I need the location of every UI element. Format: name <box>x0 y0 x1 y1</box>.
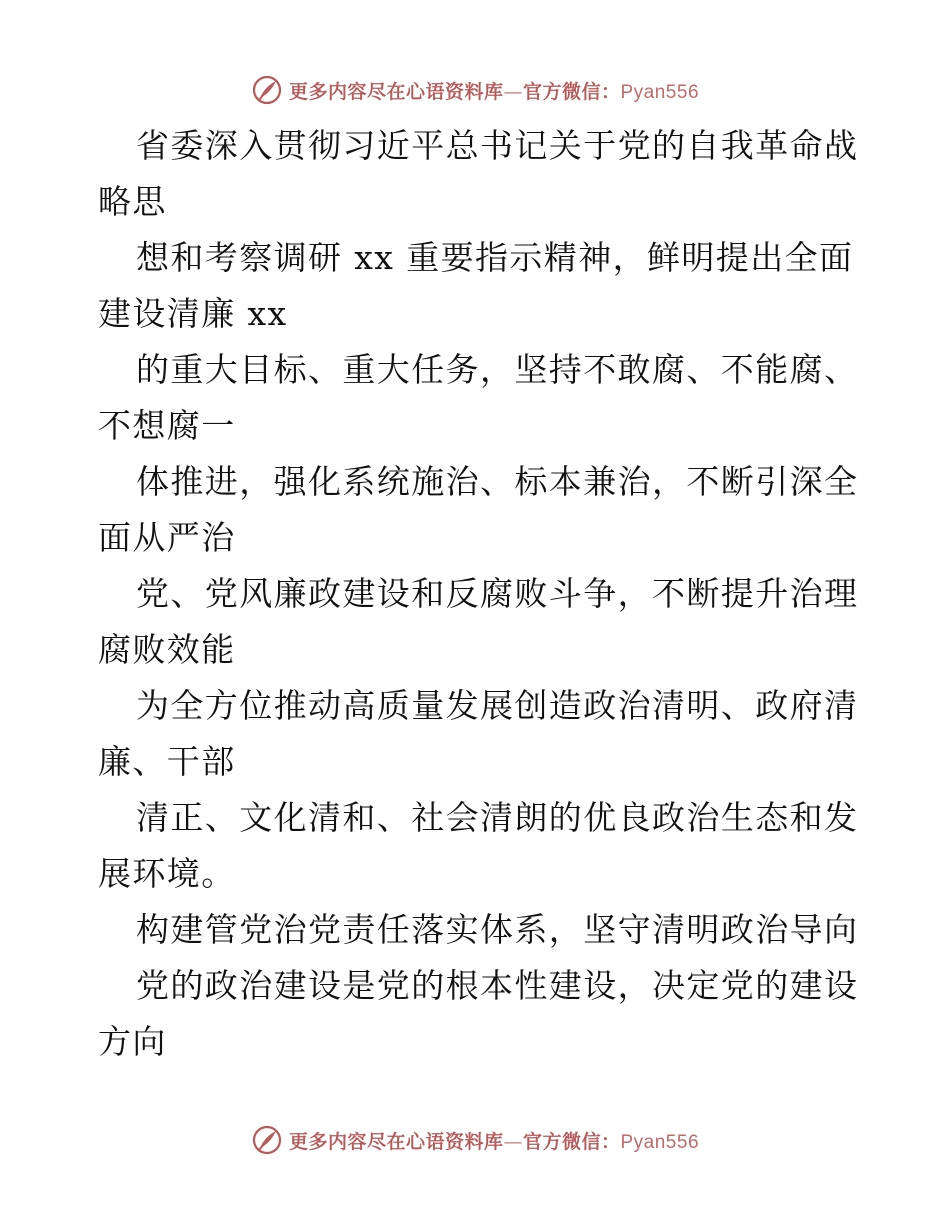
text-line: 为全方位推动高质量发展创造政治清明、政府清 <box>136 686 859 725</box>
watermark-wechat-id: Pyan556 <box>620 81 700 103</box>
text-line: 省委深入贯彻习近平总书记关于党的自我革命战 <box>136 126 859 165</box>
document-body <box>98 118 858 1070</box>
text-line: 的重大目标、重大任务，坚持不敢腐、不能腐、 <box>136 350 859 389</box>
text-line: 展环境。 <box>98 854 236 893</box>
text-line: 清正、文化清和、社会清朗的优良政治生态和发 <box>136 798 859 837</box>
feather-pen-logo-icon <box>251 74 283 106</box>
text-line: 面从严治 <box>98 518 236 557</box>
watermark-wechat-id: Pyan556 <box>620 1131 700 1153</box>
text-line: 体推进，强化系统施治、标本兼治，不断引深全 <box>136 462 859 501</box>
text-line: 党的政治建设是党的根本性建设，决定党的建设 <box>136 966 859 1005</box>
feather-pen-logo-icon <box>251 1124 283 1156</box>
watermark-site-text: 更多内容尽在心语资料库 <box>288 1130 504 1153</box>
text-line: 略思 <box>98 182 167 221</box>
text-line: 廉、干部 <box>98 742 236 781</box>
header-watermark <box>0 72 950 108</box>
text-line: 想和考察调研 xx 重要指示精神，鲜明提出全面 <box>136 238 854 277</box>
watermark-separator: — <box>503 80 523 103</box>
text-line: 腐败效能 <box>98 630 236 669</box>
watermark-wechat-label: 官方微信： <box>522 80 621 103</box>
footer-watermark <box>0 1122 950 1158</box>
watermark-separator: — <box>503 1130 523 1153</box>
watermark-wechat-label: 官方微信： <box>522 1130 621 1153</box>
text-line: 构建管党治党责任落实体系，坚守清明政治导向 <box>136 910 859 949</box>
text-line: 方向 <box>98 1022 167 1061</box>
text-line: 不想腐一 <box>98 406 236 445</box>
text-line: 党、党风廉政建设和反腐败斗争，不断提升治理 <box>136 574 859 613</box>
watermark-site-text: 更多内容尽在心语资料库 <box>288 80 504 103</box>
text-line: 建设清廉 xx <box>98 294 288 333</box>
